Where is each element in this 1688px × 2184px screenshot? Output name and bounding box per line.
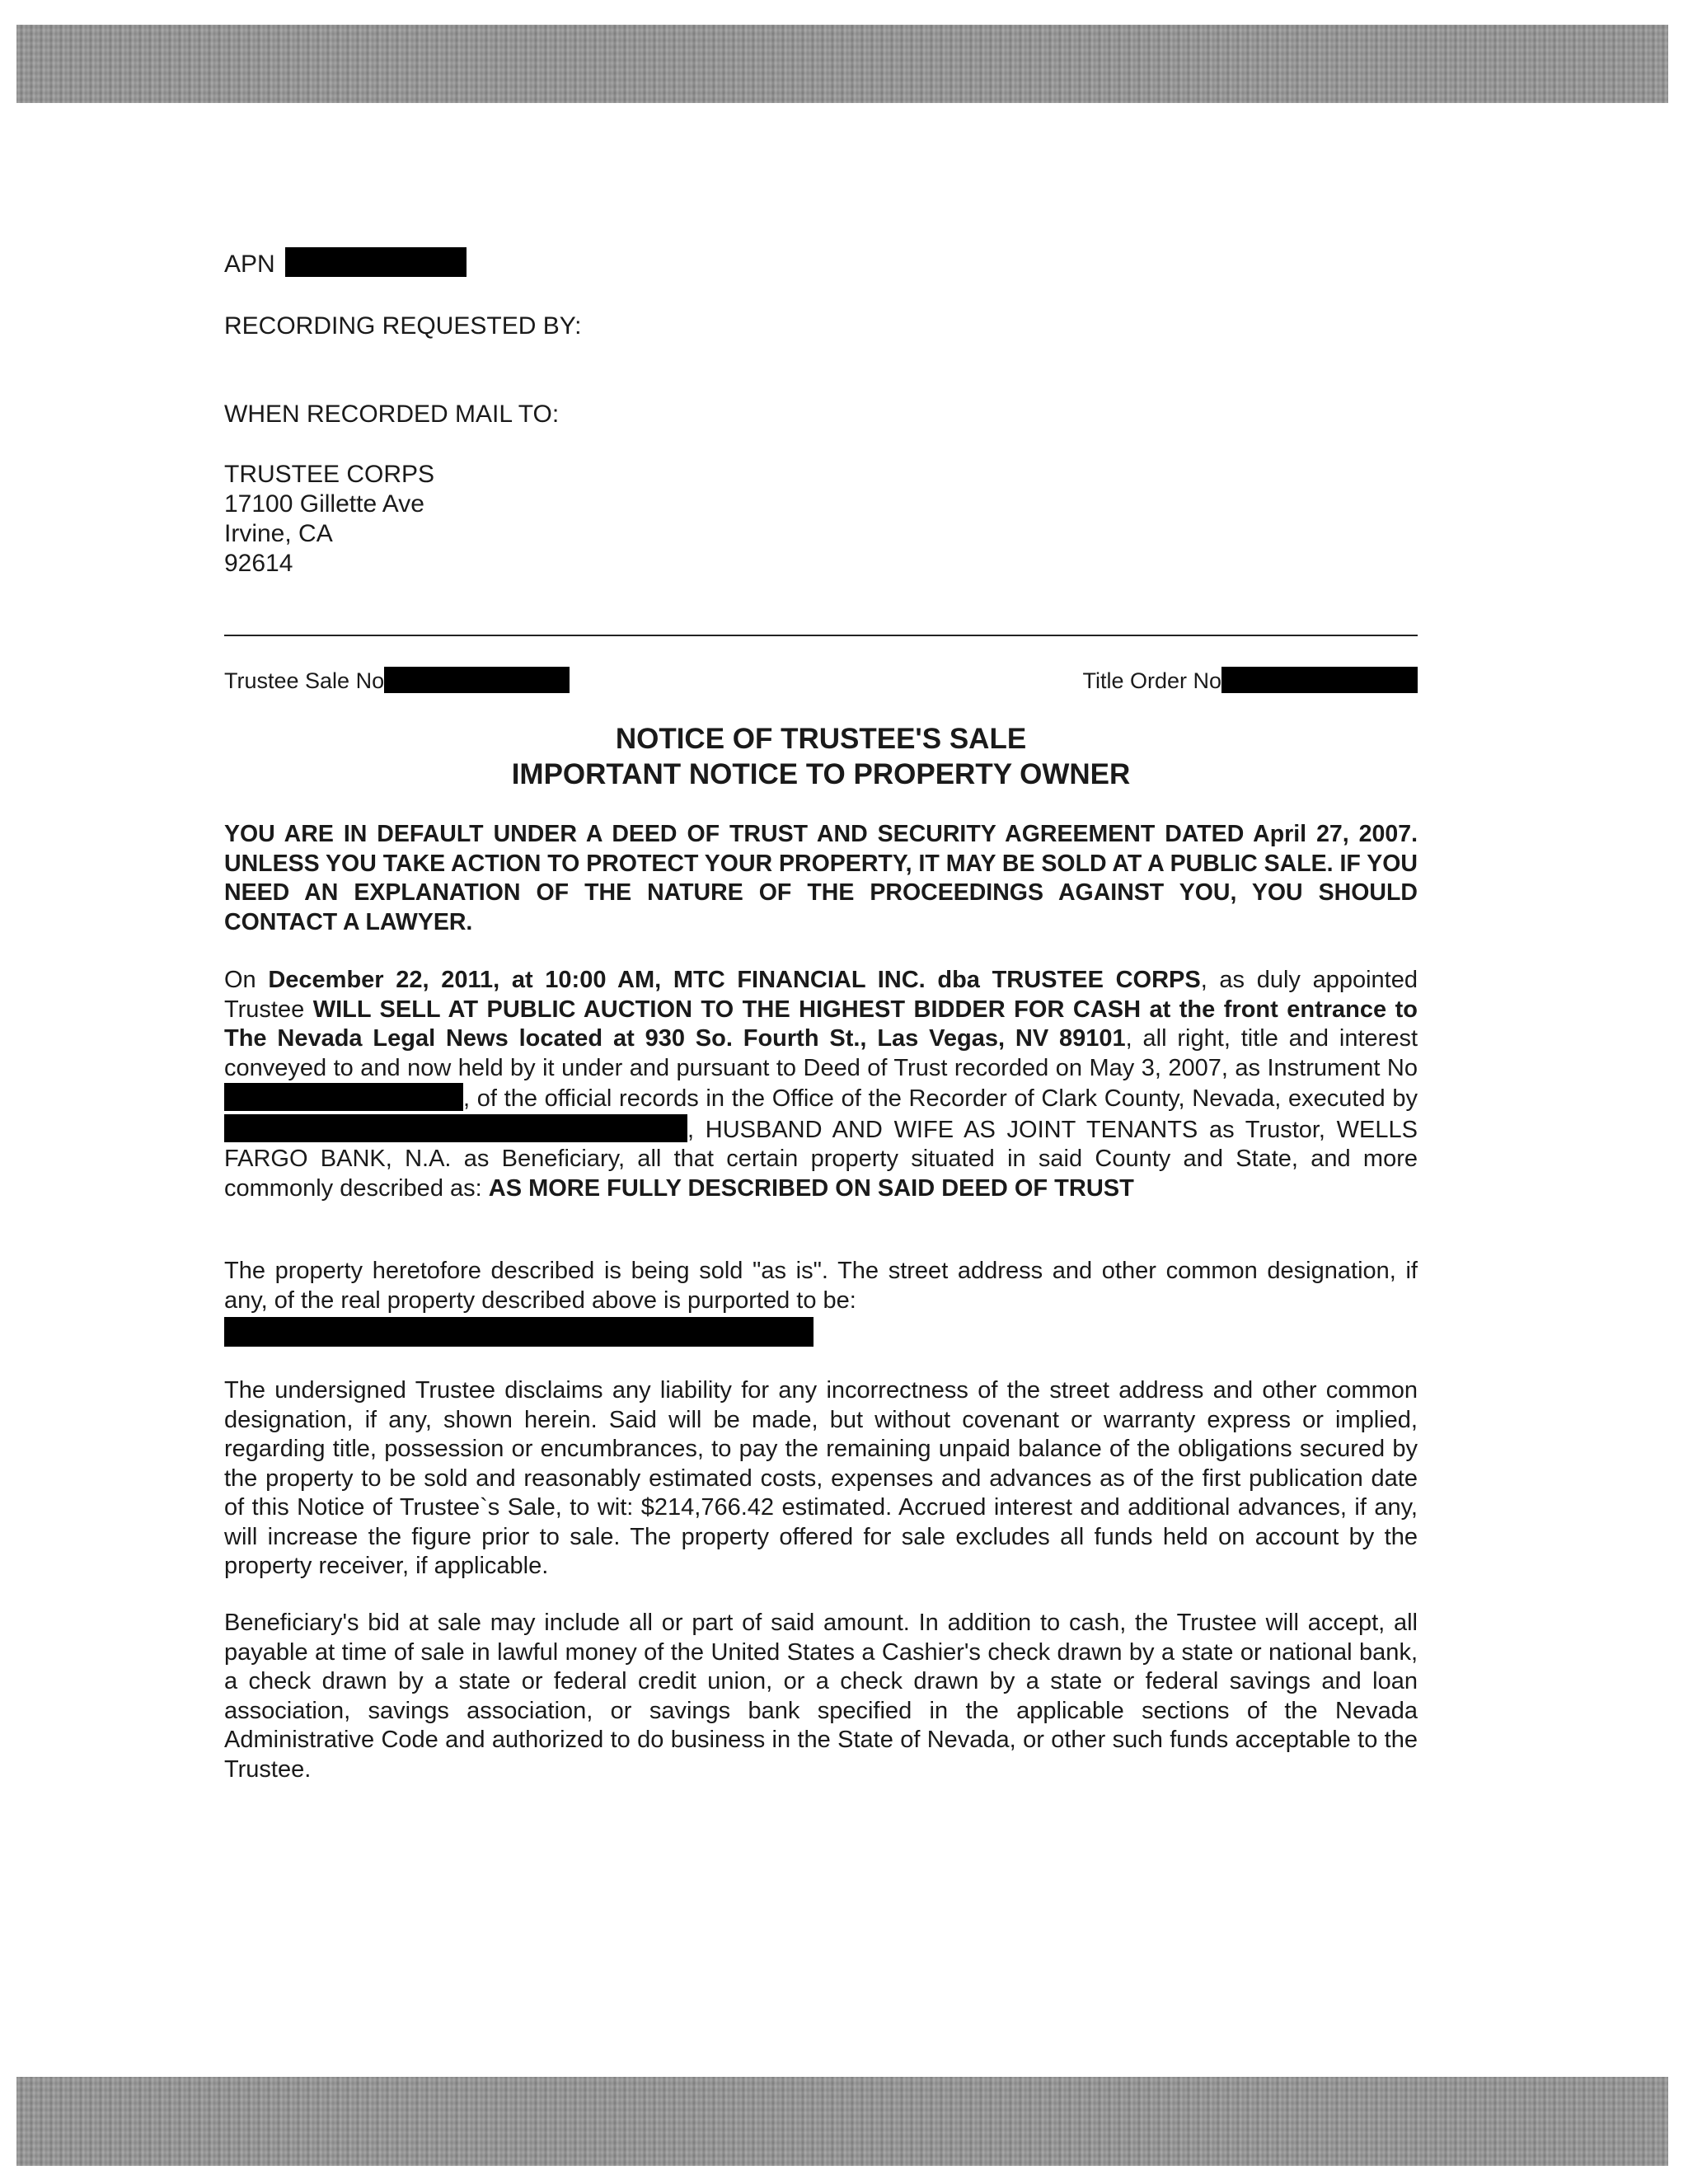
title-order-no (1082, 666, 1418, 696)
sale-bold-2: WILL SELL AT PUBLIC AUCTION TO THE HIGHEST BIDDER FOR CASH at the front entrance to The Nevada Legal News located at 930 So. Fourth St., Las Vegas, NV 89101 (224, 996, 1418, 1052)
trustee-sale-redaction (384, 667, 570, 693)
recording-requested-by: RECORDING REQUESTED BY: (224, 312, 582, 340)
notice-title-line-2: IMPORTANT NOTICE TO PROPERTY OWNER (511, 758, 1131, 790)
trustee-sale-no (224, 666, 570, 696)
apn-row (224, 247, 467, 279)
sale-text-5: , HUSBAND AND WIFE AS JOINT TENANTS as Trustor, WELLS FARGO BANK, N.A. as Beneficiary, all that certain property situated in said County and State, and more commonly described as: (224, 1116, 1418, 1202)
sale-bold-3: AS MORE FULLY DESCRIBED ON SAID DEED OF TRUST (488, 1174, 1134, 1202)
divider-rule (224, 635, 1418, 636)
title-order-label: Title Order No (1082, 668, 1221, 693)
sale-numbers-row (224, 666, 1418, 696)
mail-to-street: 17100 Gillette Ave (224, 490, 424, 518)
sale-text-2: , as duly appointed Trustee (224, 967, 1418, 1023)
disclaimer-paragraph: The undersigned Trustee disclaims any liability for any incorrectness of the street address and other common designation, if any, shown herein. Said will be made, but without covenant or warranty express or implied, regarding title, possession or encumbrances, to pay the remaining unpaid balance of the obligations secured by the property to be sold and reasonably estimated costs, expenses and advances as of the first publication date of this Notice of Trustee`s Sale, to wit: $214,766.42 estimated. Accrued interest and additional advances, if any, will increase the figure prior to sale. The property offered for sale excludes all funds held on account by the property receiver, if applicable. (224, 1377, 1418, 1579)
sale-bold-1: December 22, 2011, at 10:00 AM, MTC FINANCIAL INC. dba TRUSTEE CORPS (268, 967, 1201, 993)
mail-to-name: TRUSTEE CORPS (224, 461, 435, 488)
street-address-redaction (224, 1317, 814, 1347)
apn-redaction (285, 247, 467, 277)
mail-to-address (224, 460, 434, 579)
sale-text-4: , of the official records in the Office of the Recorder of Clark County, Nevada, executed by (463, 1085, 1418, 1112)
scan-artifact-bottom (16, 2077, 1668, 2166)
sale-text-3: , all right, title and interest conveyed to and now held by it under and pursuant to Deed of Trust recorded on May 3, 2007, as Instrument No (224, 1025, 1418, 1081)
property-text: The property heretofore described is being sold "as is". The street address and other common designation, if any, of the real property described above is purported to be: (224, 1258, 1418, 1314)
scan-artifact-top (16, 25, 1668, 103)
bid-paragraph: Beneficiary's bid at sale may include all or part of said amount. In addition to cash, the Trustee will accept, all payable at time of sale in lawful money of the United States a Cashier's check drawn by a state or national bank, a check drawn by a state or federal credit union, or a check drawn by a state or federal savings and loan association, savings association, or savings bank specified in the applicable sections of the Nevada Administrative Code and authorized to do business in the State of Nevada, or other such funds acceptable to the Trustee. (224, 1610, 1418, 1783)
instrument-no-redaction (224, 1083, 463, 1111)
notice-title (224, 721, 1418, 792)
notice-title-line-1: NOTICE OF TRUSTEE'S SALE (615, 723, 1027, 755)
title-order-redaction (1221, 667, 1418, 693)
default-notice: YOU ARE IN DEFAULT UNDER A DEED OF TRUST AND SECURITY AGREEMENT DATED April 27, 2007. UNLESS YOU TAKE ACTION TO PROTECT YOUR PROPERTY, IT MAY BE SOLD AT A PUBLIC SALE. IF YOU NEED AN EXPLANATION OF THE NATURE OF THE PROCEEDINGS AGAINST YOU, YOU SHOULD CONTACT A LAWYER. (224, 821, 1418, 935)
mail-to-zip: 92614 (224, 550, 293, 577)
trustor-name-redaction (224, 1114, 687, 1142)
apn-label: APN (224, 251, 275, 278)
when-recorded-mail-to: WHEN RECORDED MAIL TO: (224, 401, 560, 428)
mail-to-city: Irvine, CA (224, 520, 333, 547)
trustee-sale-label: Trustee Sale No (224, 668, 385, 693)
property-paragraph (224, 1257, 1418, 1347)
sale-paragraph (224, 966, 1418, 1203)
sale-text-1: On (224, 967, 269, 993)
